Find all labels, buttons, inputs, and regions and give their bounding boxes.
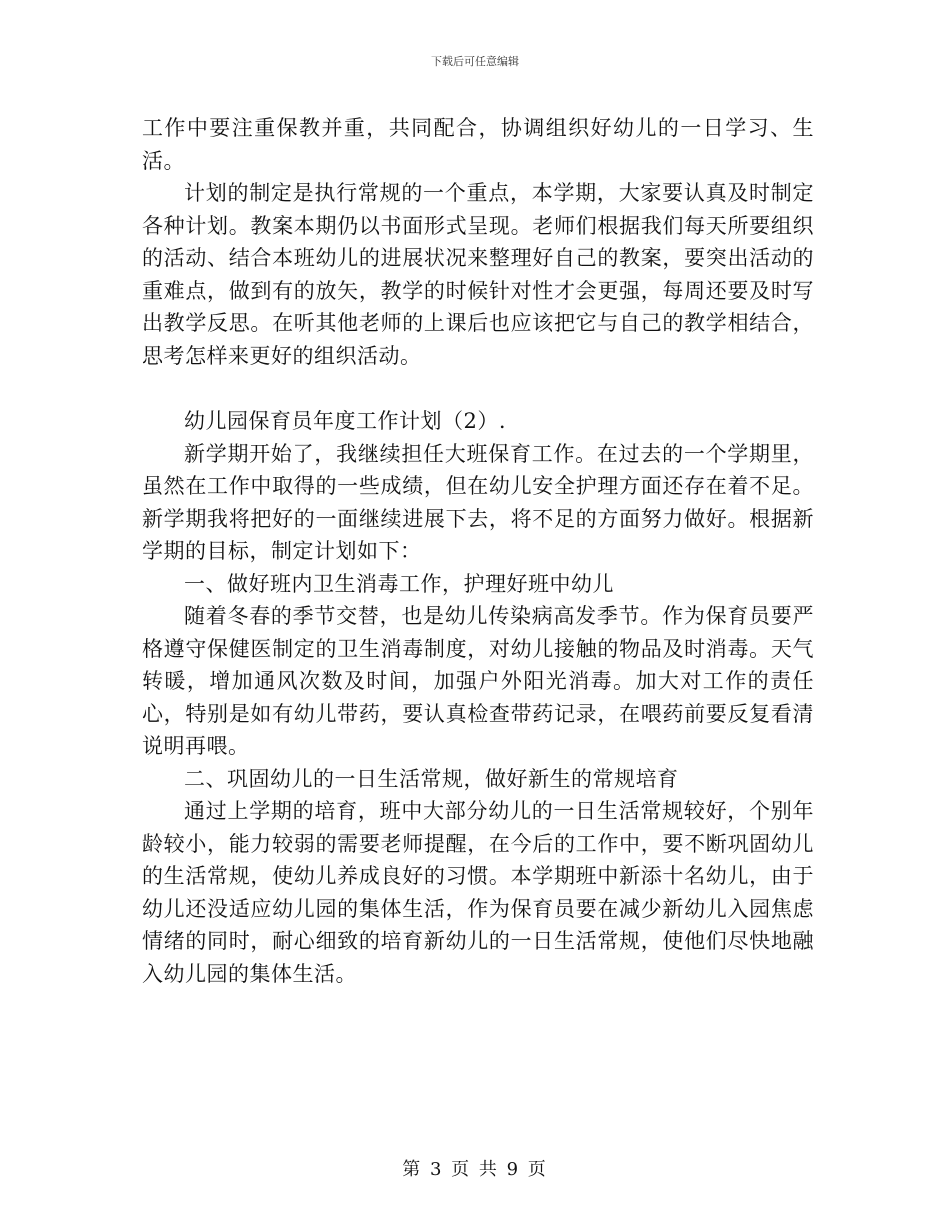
- paragraph-intro: 新学期开始了，我继续担任大班保育工作。在过去的一个学期里，虽然在工作中取得的一些成绩，但在幼儿安全护理方面还存在着不足。新学期我将把好的一面继续进展下去，将不足的方面努力做好。根据新学期的目标，制定计划如下：: [142, 441, 814, 563]
- page-header: 下载后可任意编辑: [431, 55, 519, 68]
- paragraph-continuation: 工作中要注重保教并重，共同配合，协调组织好幼儿的一日学习、生活。: [142, 116, 814, 173]
- heading-item-1: 一、做好班内卫生消毒工作，护理好班中幼儿: [184, 571, 614, 596]
- heading-item-2: 二、巩固幼儿的一日生活常规，做好新生的常规培育: [184, 766, 679, 791]
- paragraph-spacer: [142, 372, 814, 405]
- page-number: 第 3 页 共 9 页: [402, 1159, 548, 1180]
- document-body: [142, 112, 814, 990]
- paragraph-planning: 计划的制定是执行常规的一个重点，本学期，大家要认真及时制定各种计划。教案本期仍以书面形式呈现。老师们根据我们每天所要组织的活动、结合本班幼儿的进展状况来整理好自己的教案，要突出活动的重难点，做到有的放矢，教学的时候针对性才会更强，每周还要及时写出教学反思。在听其他老师的上课后也应该把它与自己的教学相结合，思考怎样来更好的组织活动。: [142, 181, 814, 368]
- section-title: 幼儿园保育员年度工作计划（2）.: [184, 409, 507, 433]
- paragraph-item-2: 通过上学期的培育，班中大部分幼儿的一日生活常规较好，个别年龄较小，能力较弱的需要老师提醒，在今后的工作中，要不断巩固幼儿的生活常规，使幼儿养成良好的习惯。本学期班中新添十名幼儿，由于幼儿还没适应幼儿园的集体生活，作为保育员要在减少新幼儿入园焦虑情绪的同时，耐心细致的培育新幼儿的一日生活常规，使他们尽快地融入幼儿园的集体生活。: [142, 799, 814, 986]
- paragraph-item-1: 随着冬春的季节交替，也是幼儿传染病高发季节。作为保育员要严格遵守保健医制定的卫生消毒制度，对幼儿接触的物品及时消毒。天气转暖，增加通风次数及时间，加强户外阳光消毒。加大对工作的责任心，特别是如有幼儿带药，要认真检查带药记录，在喂药前要反复看清说明再喂。: [142, 604, 814, 758]
